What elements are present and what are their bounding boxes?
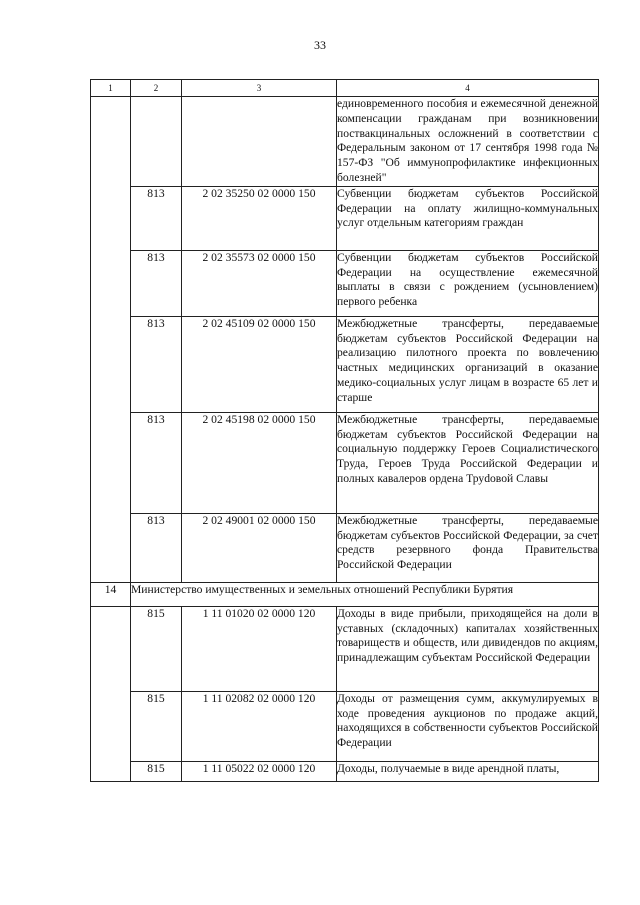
admin-code-cell: 815 xyxy=(131,606,182,691)
income-description: единовременного пособия и ежемесячной денежной компенсации гражданам при возникновении поствакцинальных осложнений в соответствии с Федеральным законом от 17 сентября 1998 года № 157-ФЗ "Об иммунопрофилактике инфекционных болезней" xyxy=(337,97,599,187)
table-row xyxy=(91,316,599,412)
admin-code-cell: 813 xyxy=(131,186,182,250)
table-row xyxy=(91,97,599,187)
admin-code-cell: 815 xyxy=(131,691,182,761)
budget-code-cell: 2 02 35250 02 0000 150 xyxy=(182,186,337,250)
income-description: Доходы, получаемые в виде арендной платы, xyxy=(337,761,599,781)
table-row xyxy=(91,606,599,691)
income-description: Субвенции бюджетам субъектов Российской Федерации на осуществление ежемесячной выплаты в связи с рождением (усыновлением) первого ребенка xyxy=(337,250,599,316)
organization-name: Министерство имущественных и земельных отношений Республики Бурятия xyxy=(131,582,599,606)
budget-code-cell: 2 02 35573 02 0000 150 xyxy=(182,250,337,316)
header-col-1: 1 xyxy=(91,80,131,97)
header-col-2: 2 xyxy=(131,80,182,97)
income-description: Межбюджетные трансферты, передаваемые бюджетам субъектов Российской Федерации, за счет средств резервного фонда Правительства Российской Федерации xyxy=(337,513,599,582)
admin-code-cell: 815 xyxy=(131,761,182,781)
admin-code-cell xyxy=(131,97,182,187)
income-description: Межбюджетные трансферты, передаваемые бюджетам субъектов Российской Федерации на социальную поддержку Героев Социалистического Труда, Героев Труда Российской Федерации и полных кавалеров ордена Труdовой Славы xyxy=(337,412,599,513)
income-description: Субвенции бюджетам субъектов Российской Федерации на оплату жилищно-коммунальных услуг отдельным категориям граждан xyxy=(337,186,599,250)
income-description: Межбюджетные трансферты, передаваемые бюджетам субъектов Российской Федерации на реализацию пилотного проекта по вовлечению частных медицинских организаций в оказание медико-социальных услуг лицам в возрасте 65 лет и старше xyxy=(337,316,599,412)
organization-number: 14 xyxy=(91,582,131,606)
header-col-4: 4 xyxy=(337,80,599,97)
table-row xyxy=(91,761,599,781)
admin-code-cell: 813 xyxy=(131,412,182,513)
table-row xyxy=(91,691,599,761)
revenue-table xyxy=(90,79,599,782)
admin-code-cell: 813 xyxy=(131,250,182,316)
budget-code-cell: 2 02 45109 02 0000 150 xyxy=(182,316,337,412)
organization-row xyxy=(91,582,599,606)
income-description: Доходы в виде прибыли, приходящейся на доли в уставных (складочных) капиталах хозяйственных товариществ и обществ, или дивидендов по акциям, принадлежащим субъектам Российской Федерации xyxy=(337,606,599,691)
budget-code-cell xyxy=(182,97,337,187)
admin-code-cell: 813 xyxy=(131,316,182,412)
budget-code-cell: 1 11 02082 02 0000 120 xyxy=(182,691,337,761)
budget-code-cell: 1 11 01020 02 0000 120 xyxy=(182,606,337,691)
group-number-cell xyxy=(91,606,131,781)
admin-code-cell: 813 xyxy=(131,513,182,582)
income-description: Доходы от размещения сумм, аккумулируемых в ходе проведения аукционов по продаже акций, находящихся в собственности субъектов Российской Федерации xyxy=(337,691,599,761)
header-col-3: 3 xyxy=(182,80,337,97)
group-number-cell xyxy=(91,97,131,583)
column-number-header xyxy=(91,80,599,97)
table-row xyxy=(91,513,599,582)
budget-code-cell: 1 11 05022 02 0000 120 xyxy=(182,761,337,781)
budget-code-cell: 2 02 45198 02 0000 150 xyxy=(182,412,337,513)
table-row xyxy=(91,186,599,250)
budget-code-cell: 2 02 49001 02 0000 150 xyxy=(182,513,337,582)
table-row xyxy=(91,412,599,513)
table-row xyxy=(91,250,599,316)
page-number: 33 xyxy=(314,38,326,52)
